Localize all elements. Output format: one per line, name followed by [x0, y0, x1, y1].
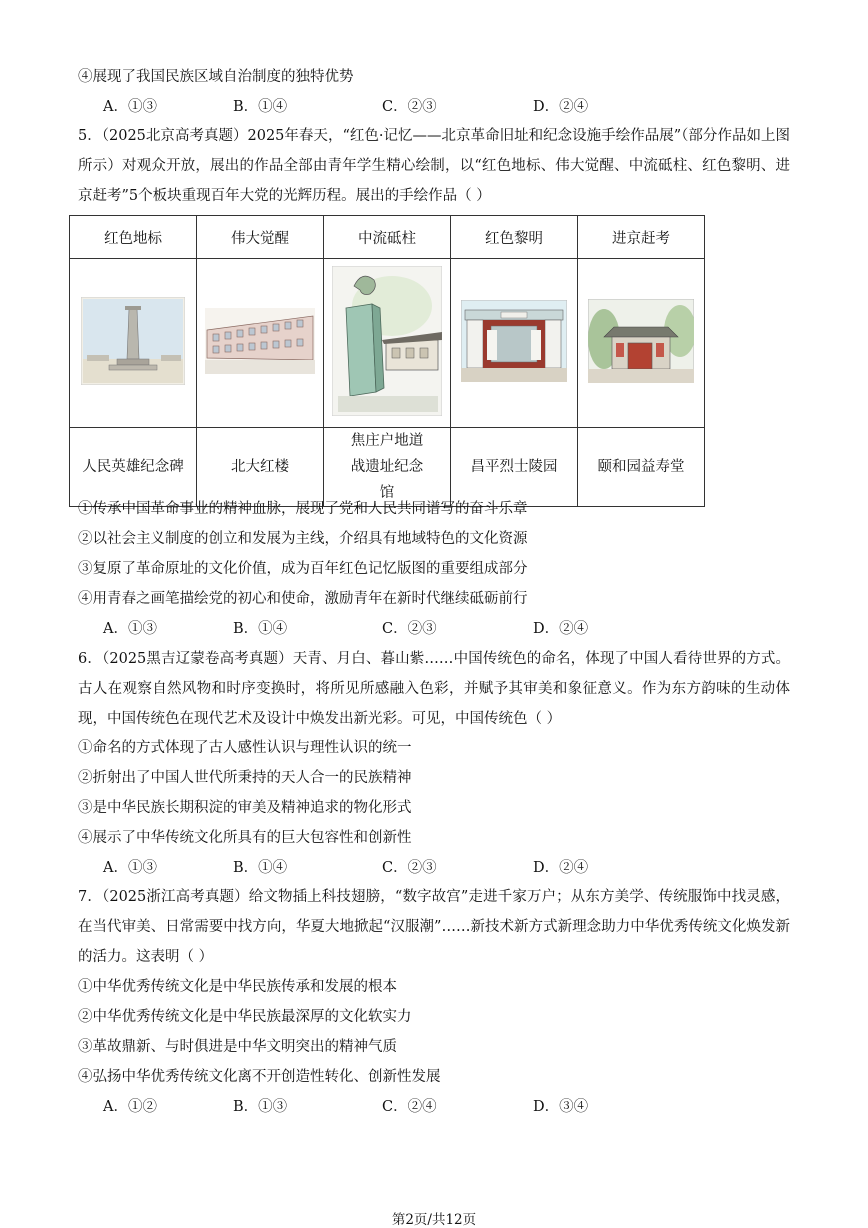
- q5-item-2: ②以社会主义制度的创立和发展为主线，介绍具有地域特色的文化资源: [78, 531, 528, 547]
- q6-options: [103, 858, 723, 878]
- cemetery-gate-sketch-image: [461, 300, 567, 382]
- q5-option-a[interactable]: A．①③: [103, 621, 157, 637]
- q4-option-b[interactable]: B．①④: [233, 99, 288, 115]
- page-footer: 第2页/共12页: [391, 1212, 477, 1228]
- table-header-cell: 红色地标: [70, 216, 197, 259]
- table-image-cell: [451, 259, 578, 428]
- q6-option-b[interactable]: B．①④: [233, 860, 288, 876]
- table-name-cell: [324, 428, 451, 507]
- q4-options: [103, 97, 723, 117]
- q7-stem: 7．（2025浙江高考真题）给文物插上科技翅膀，“数字故宫”走进千家万户；从东方美学、传统服饰中找灵感，在当代审美、日常需要中找方向，华夏大地掀起“汉服潮”……新技术新方式新理念助力中华优秀传统文化焕发新的活力。这表明（ ）: [78, 889, 790, 965]
- hall-sketch-image: [588, 299, 694, 383]
- q6-item-2: ②折射出了中国人世代所秉持的天人合一的民族精神: [78, 770, 412, 786]
- q6-option-a[interactable]: A．①③: [103, 860, 157, 876]
- table-image-cell: [578, 259, 705, 428]
- q5-stem: 5．（2025北京高考真题）2025年春天，“红色·记忆——北京革命旧址和纪念设施手绘作品展”（部分作品如上图所示）对观众开放，展出的作品全部由青年学生精心绘制，以“红色地标、伟大觉醒、中流砥柱、红色黎明、进京赶考”5个板块重现百年大党的光辉历程。展出的手绘作品（ ）: [78, 128, 790, 204]
- table-image-cell: [70, 259, 197, 428]
- q4-option-d[interactable]: D．②④: [533, 99, 589, 115]
- q7-item-4: ④弘扬中华优秀传统文化离不开创造性转化、创新性发展: [78, 1069, 441, 1085]
- monument-sketch-image: [81, 297, 185, 385]
- q7-option-d[interactable]: D．③④: [533, 1099, 589, 1115]
- table-image-cell: [197, 259, 324, 428]
- tunnel-memorial-sketch-image: [332, 266, 442, 416]
- q7-item-2: ②中华优秀传统文化是中华民族最深厚的文化软实力: [78, 1009, 412, 1025]
- red-building-sketch-image: [205, 308, 315, 374]
- q7-option-a[interactable]: A．①②: [103, 1099, 157, 1115]
- q5-item-1: ①传承中国革命事业的精神血脉，展现了党和人民共同谱写的奋斗乐章: [78, 501, 528, 517]
- q6-stem: 6．（2025黑吉辽蒙卷高考真题）天青、月白、暮山紫……中国传统色的命名，体现了中国人看待世界的方式。古人在观察自然风物和时序变换时，将所见所感融入色彩，并赋予其审美和象征意义。作为东方韵味的生动体现，中国传统色在现代艺术及设计中焕发出新光彩。可见，中国传统色（ ）: [78, 651, 790, 727]
- table-header-cell: 进京赶考: [578, 216, 705, 259]
- table-name-cell: 昌平烈士陵园: [451, 428, 578, 507]
- q6-item-3: ③是中华民族长期积淀的审美及精神追求的物化形式: [78, 800, 412, 816]
- q7-option-c[interactable]: C．②④: [382, 1099, 437, 1115]
- table-name-cell: 颐和园益寿堂: [578, 428, 705, 507]
- q7-options: [103, 1097, 723, 1117]
- table-name-cell: 人民英雄纪念碑: [70, 428, 197, 507]
- table-header-cell: 红色黎明: [451, 216, 578, 259]
- q7-option-b[interactable]: B．①③: [233, 1099, 288, 1115]
- q4-option-a[interactable]: A．①③: [103, 99, 157, 115]
- q5-item-3: ③复原了革命原址的文化价值，成为百年红色记忆版图的重要组成部分: [78, 561, 528, 577]
- q6-item-1: ①命名的方式体现了古人感性认识与理性认识的统一: [78, 740, 412, 756]
- q6-option-d[interactable]: D．②④: [533, 860, 589, 876]
- q5-option-d[interactable]: D．②④: [533, 621, 589, 637]
- q6-item-4: ④展示了中华传统文化所具有的巨大包容性和创新性: [78, 830, 412, 846]
- table-name-cell: 北大红楼: [197, 428, 324, 507]
- q4-item-4: ④展现了我国民族区域自治制度的独特优势: [78, 69, 354, 85]
- q5-item-4: ④用青春之画笔描绘党的初心和使命，激励青年在新时代继续砥砺前行: [78, 591, 528, 607]
- q6-option-c[interactable]: C．②③: [382, 860, 437, 876]
- table-header-cell: 伟大觉醒: [197, 216, 324, 259]
- table-header-cell: 中流砥柱: [324, 216, 451, 259]
- q5-option-c[interactable]: C．②③: [382, 621, 437, 637]
- q5-artwork-table: [69, 215, 705, 507]
- q5-options: [103, 619, 723, 639]
- q4-option-c[interactable]: C．②③: [382, 99, 437, 115]
- q7-item-3: ③革故鼎新、与时俱进是中华文明突出的精神气质: [78, 1039, 397, 1055]
- table-image-cell: [324, 259, 451, 428]
- q7-item-1: ①中华优秀传统文化是中华民族传承和发展的根本: [78, 979, 397, 995]
- table-name-text: 焦庄户地道战遗址纪念馆: [350, 433, 424, 501]
- q5-option-b[interactable]: B．①④: [233, 621, 288, 637]
